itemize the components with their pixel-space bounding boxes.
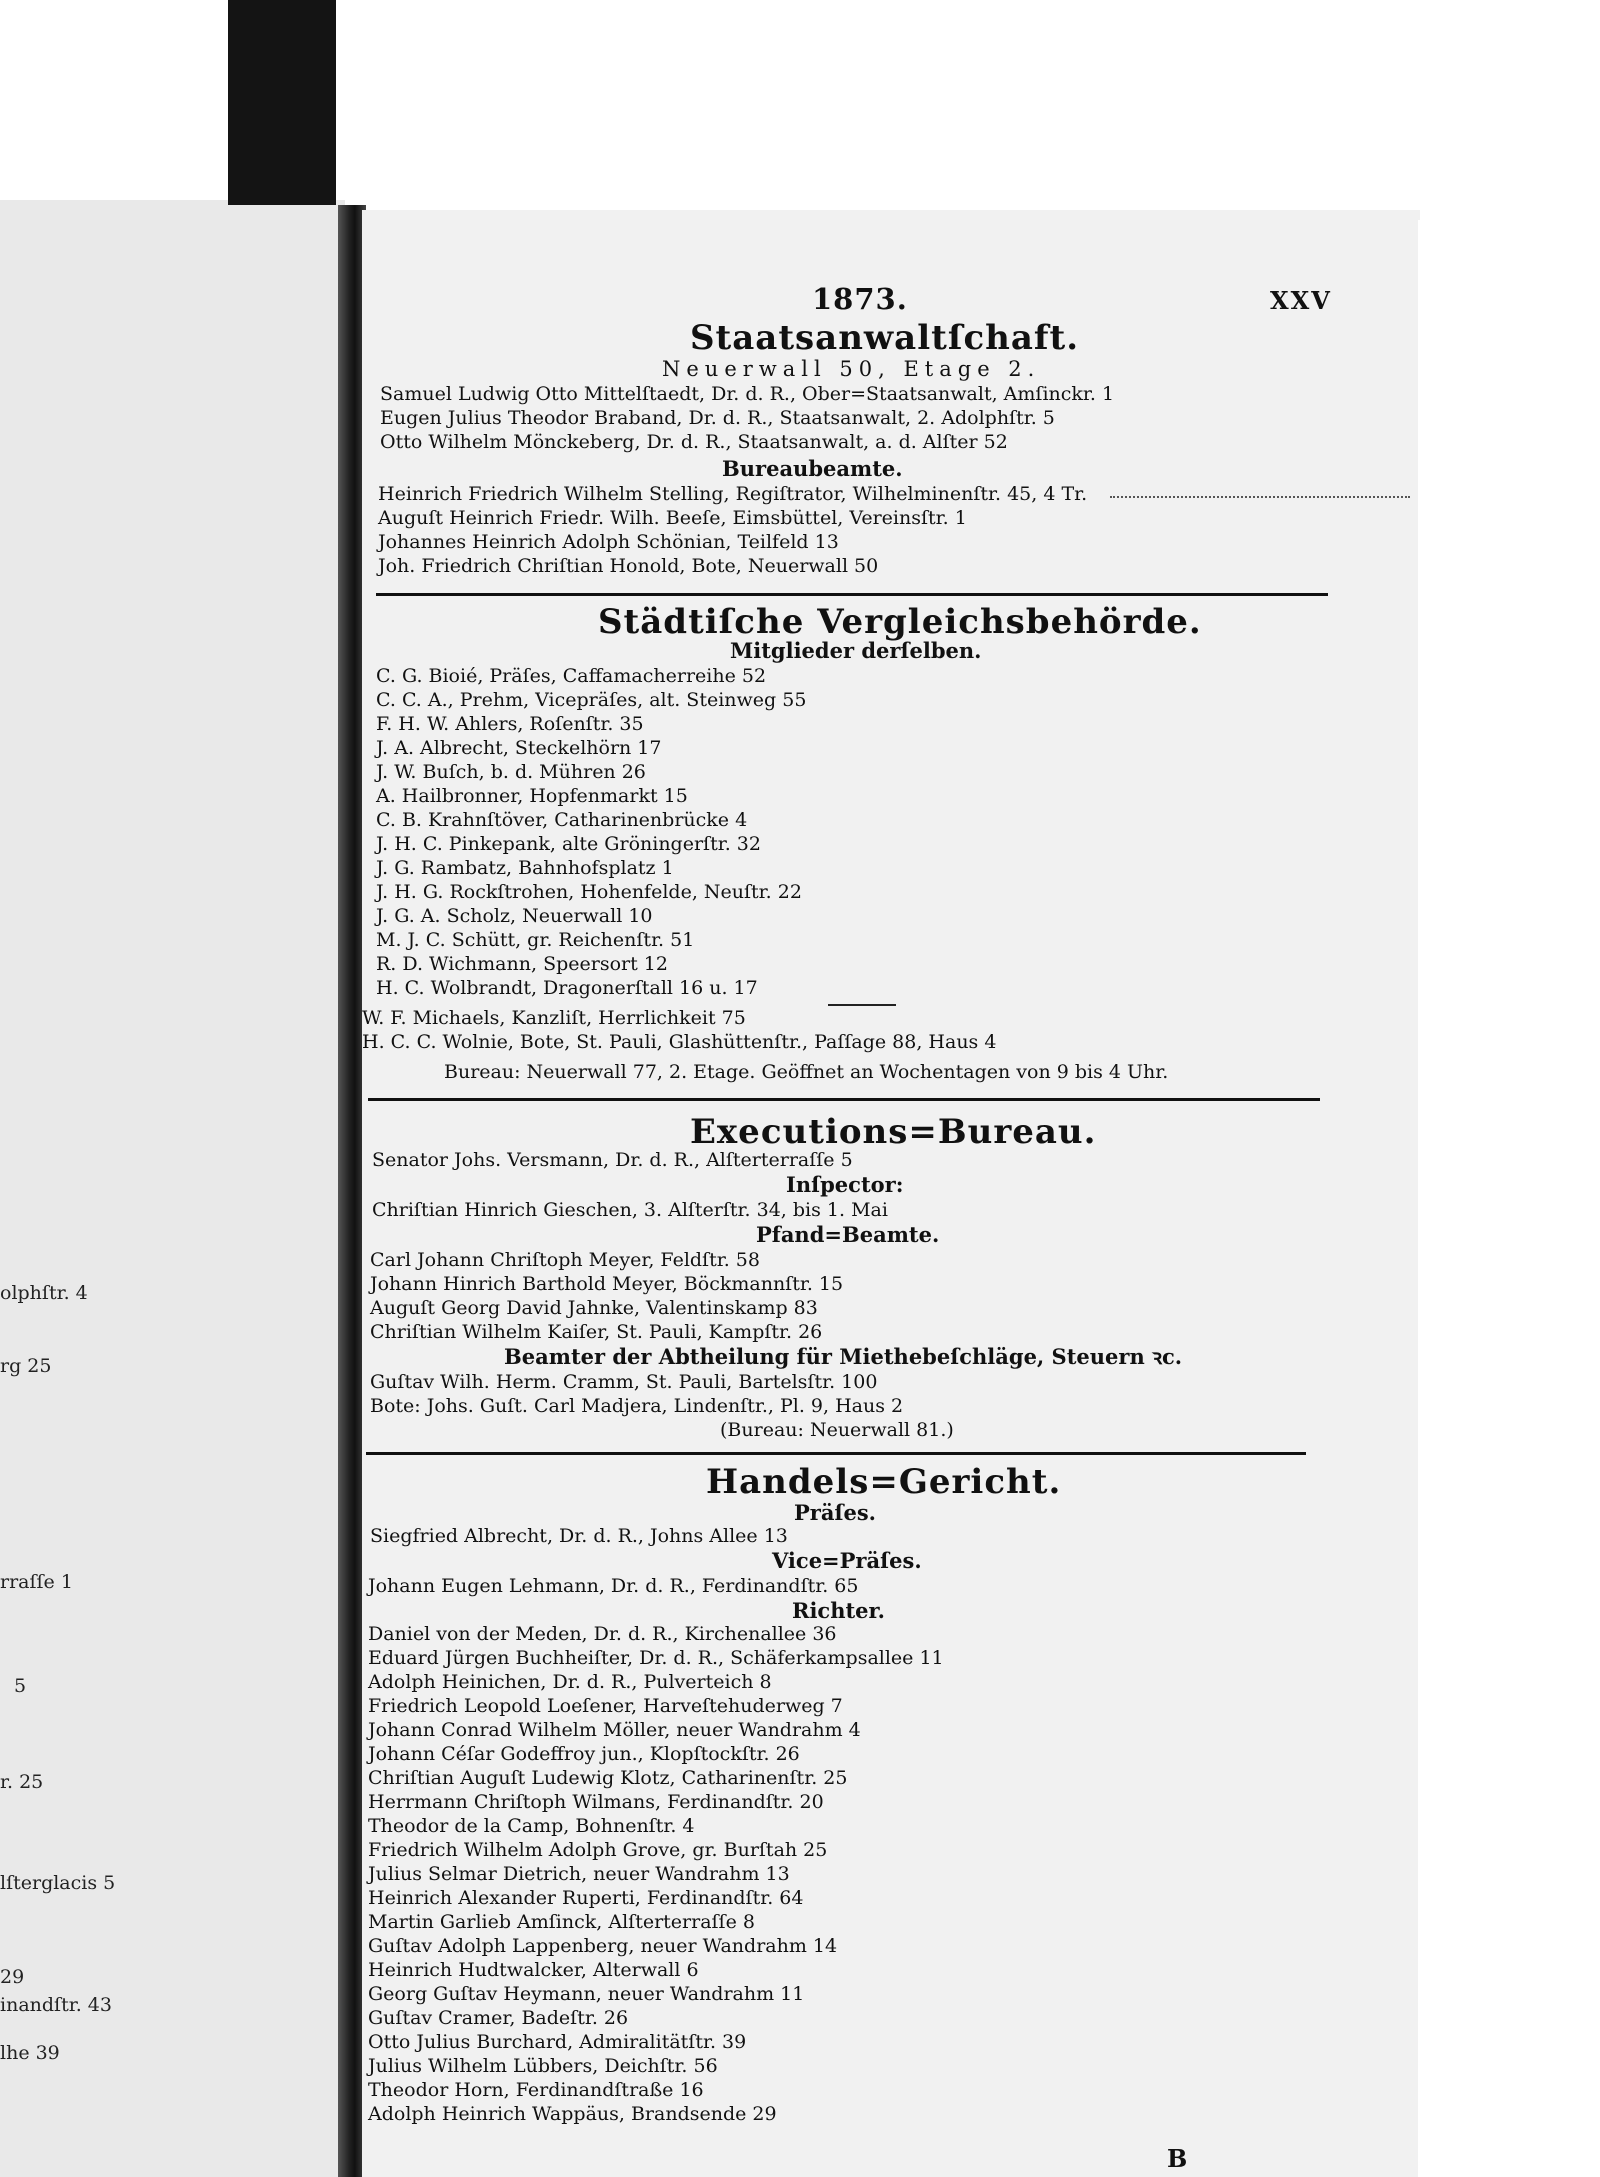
- entry-line: Chriſtian Auguſt Ludewig Klotz, Catharinenſtr. 25: [368, 1767, 848, 1789]
- entry-line: Georg Guſtav Heymann, neuer Wandrahm 11: [368, 1983, 805, 2005]
- entry-line: C. C. A., Prehm, Vicepräſes, alt. Steinweg 55: [376, 689, 807, 711]
- entry-line: Siegfried Albrecht, Dr. d. R., Johns Allee 13: [370, 1525, 788, 1547]
- entry-line: Theodor de la Camp, Bohnenſtr. 4: [368, 1815, 695, 1837]
- binding-shadow: [228, 0, 336, 205]
- section-address: Neuerwall 50, Etage 2.: [662, 357, 1041, 381]
- entry-line: Otto Wilhelm Mönckeberg, Dr. d. R., Staatsanwalt, a. d. Alſter 52: [380, 431, 1008, 453]
- entry-line: Johann Conrad Wilhelm Möller, neuer Wandrahm 4: [368, 1719, 861, 1741]
- entry-line: J. G. Rambatz, Bahnhofsplatz 1: [376, 857, 674, 879]
- entry-line: Auguſt Georg David Jahnke, Valentinskamp 83: [370, 1297, 818, 1319]
- left-fragment: lhe 39: [0, 2042, 60, 2064]
- section-divider: [376, 593, 1328, 596]
- entry-line: Adolph Heinichen, Dr. d. R., Pulverteich 8: [368, 1671, 772, 1693]
- entry-line: Daniel von der Meden, Dr. d. R., Kirchenallee 36: [368, 1623, 837, 1645]
- entry-line: Heinrich Hudtwalcker, Alterwall 6: [368, 1959, 699, 1981]
- section-title-staatsanwaltschaft: Staatsanwaltſchaft.: [690, 318, 1080, 358]
- page-year: 1873.: [812, 282, 908, 316]
- entry-line: Johann Hinrich Barthold Meyer, Böckmannſtr. 15: [370, 1273, 844, 1295]
- entry-line: Auguſt Heinrich Friedr. Wilh. Beeſe, Eimsbüttel, Vereinsſtr. 1: [378, 507, 967, 529]
- page-margin: [1418, 220, 1600, 2177]
- left-fragment: 29: [0, 1966, 25, 1988]
- left-fragment: rraſſe 1: [0, 1571, 73, 1593]
- entry-line: Chriſtian Wilhelm Kaiſer, St. Pauli, Kampſtr. 26: [370, 1321, 823, 1343]
- subsection-title: Pfand=Beamte.: [756, 1222, 940, 1247]
- entry-line: H. C. C. Wolnie, Bote, St. Pauli, Glashüttenſtr., Paſſage 88, Haus 4: [362, 1031, 997, 1053]
- entry-line: C. B. Krahnſtöver, Catharinenbrücke 4: [376, 809, 748, 831]
- dotted-guide: [1110, 496, 1410, 498]
- entry-line: Johann Céſar Godeffroy jun., Klopſtockſtr. 26: [368, 1743, 800, 1765]
- entry-line: A. Hailbronner, Hopfenmarkt 15: [376, 785, 688, 807]
- entry-line: Julius Selmar Dietrich, neuer Wandrahm 13: [368, 1863, 790, 1885]
- entry-line: C. G. Bioié, Präſes, Caffamacherreihe 52: [376, 665, 767, 687]
- bureau-note: Bureau: Neuerwall 77, 2. Etage. Geöffnet an Wochentagen von 9 bis 4 Uhr.: [444, 1061, 1169, 1083]
- section-divider: [366, 1452, 1306, 1455]
- section-divider: [368, 1098, 1320, 1101]
- entry-line: Heinrich Alexander Ruperti, Ferdinandſtr. 64: [368, 1887, 804, 1909]
- left-fragment: lſterglacis 5: [0, 1872, 116, 1894]
- entry-line: Senator Johs. Versmann, Dr. d. R., Alſterterraſſe 5: [372, 1149, 853, 1171]
- entry-line: Eugen Julius Theodor Braband, Dr. d. R., Staatsanwalt, 2. Adolphſtr. 5: [380, 407, 1055, 429]
- entry-line: Adolph Heinrich Wappäus, Brandsende 29: [368, 2103, 777, 2125]
- entry-line: Guſtav Wilh. Herm. Cramm, St. Pauli, Bartelsſtr. 100: [370, 1371, 878, 1393]
- entry-line: M. J. C. Schütt, gr. Reichenſtr. 51: [376, 929, 695, 951]
- entry-line: Heinrich Friedrich Wilhelm Stelling, Regiſtrator, Wilhelminenſtr. 45, 4 Tr.: [378, 483, 1088, 505]
- entry-line: Johann Eugen Lehmann, Dr. d. R., Ferdinandſtr. 65: [368, 1575, 859, 1597]
- subsection-title: Vice=Präſes.: [772, 1548, 922, 1573]
- entry-line: J. H. C. Pinkepank, alte Gröningerſtr. 32: [376, 833, 761, 855]
- section-title-executions: Executions=Bureau.: [690, 1112, 1097, 1152]
- entry-line: Friedrich Wilhelm Adolph Grove, gr. Burſtah 25: [368, 1839, 828, 1861]
- entry-line: Johannes Heinrich Adolph Schönian, Teilfeld 13: [378, 531, 839, 553]
- left-fragment: rg 25: [0, 1355, 52, 1377]
- entry-line: F. H. W. Ahlers, Roſenſtr. 35: [376, 713, 644, 735]
- bureau-note: (Bureau: Neuerwall 81.): [720, 1419, 954, 1441]
- entry-line: W. F. Michaels, Kanzliſt, Herrlichkeit 75: [362, 1007, 746, 1029]
- entry-line: Guſtav Cramer, Badeſtr. 26: [368, 2007, 629, 2029]
- entry-line: Eduard Jürgen Buchheiſter, Dr. d. R., Schäferkampsallee 11: [368, 1647, 944, 1669]
- entry-line: Joh. Friedrich Chriſtian Honold, Bote, Neuerwall 50: [378, 555, 879, 577]
- entry-line: Herrmann Chriſtoph Wilmans, Ferdinandſtr. 20: [368, 1791, 824, 1813]
- signature-mark: B: [1167, 2144, 1188, 2173]
- entry-line: Julius Wilhelm Lübbers, Deichſtr. 56: [368, 2055, 718, 2077]
- short-rule: [828, 1004, 896, 1006]
- left-fragment: 5: [14, 1675, 27, 1697]
- entry-line: J. W. Buſch, b. d. Mühren 26: [376, 761, 646, 783]
- entry-line: Otto Julius Burchard, Admiralitätſtr. 39: [368, 2031, 747, 2053]
- entry-line: R. D. Wichmann, Speersort 12: [376, 953, 668, 975]
- left-fragment: olphſtr. 4: [0, 1282, 88, 1304]
- entry-line: H. C. Wolbrandt, Dragonerſtall 16 u. 17: [376, 977, 758, 999]
- page-number: XXV: [1270, 286, 1332, 315]
- section-title-handelsgericht: Handels=Gericht.: [706, 1462, 1062, 1502]
- entry-line: J. A. Albrecht, Steckelhörn 17: [376, 737, 662, 759]
- subsection-title: Bureaubeamte.: [722, 456, 903, 481]
- entry-line: Samuel Ludwig Otto Mittelſtaedt, Dr. d. R., Ober=Staatsanwalt, Amſinckr. 1: [380, 383, 1115, 405]
- entry-line: Martin Garlieb Amſinck, Alſterterraſſe 8: [368, 1911, 755, 1933]
- entry-line: Guſtav Adolph Lappenberg, neuer Wandrahm 14: [368, 1935, 838, 1957]
- subsection-title: Beamter der Abtheilung für Miethebeſchläge, Steuern ꝛc.: [504, 1344, 1183, 1369]
- entry-line: Carl Johann Chriſtoph Meyer, Feldſtr. 58: [370, 1249, 760, 1271]
- entry-line: Bote: Johs. Guſt. Carl Madjera, Lindenſtr., Pl. 9, Haus 2: [370, 1395, 904, 1417]
- left-fragment: inandſtr. 43: [0, 1994, 112, 2016]
- left-fragment: r. 25: [0, 1771, 44, 1793]
- entry-line: J. H. G. Rockſtrohen, Hohenfelde, Neuſtr. 22: [376, 881, 802, 903]
- subsection-title: Mitglieder derſelben.: [730, 638, 982, 663]
- entry-line: J. G. A. Scholz, Neuerwall 10: [376, 905, 653, 927]
- entry-line: Friedrich Leopold Loeſener, Harveſtehuderweg 7: [368, 1695, 843, 1717]
- entry-line: Theodor Horn, Ferdinandſtraße 16: [368, 2079, 704, 2101]
- subsection-title: Präſes.: [794, 1500, 876, 1525]
- subsection-title: Inſpector:: [786, 1172, 904, 1197]
- section-title-vergleichsbehoerde: Städtiſche Vergleichsbehörde.: [598, 602, 1202, 642]
- entry-line: Chriſtian Hinrich Gieschen, 3. Alſterſtr. 34, bis 1. Mai: [372, 1199, 888, 1221]
- subsection-title: Richter.: [792, 1598, 885, 1623]
